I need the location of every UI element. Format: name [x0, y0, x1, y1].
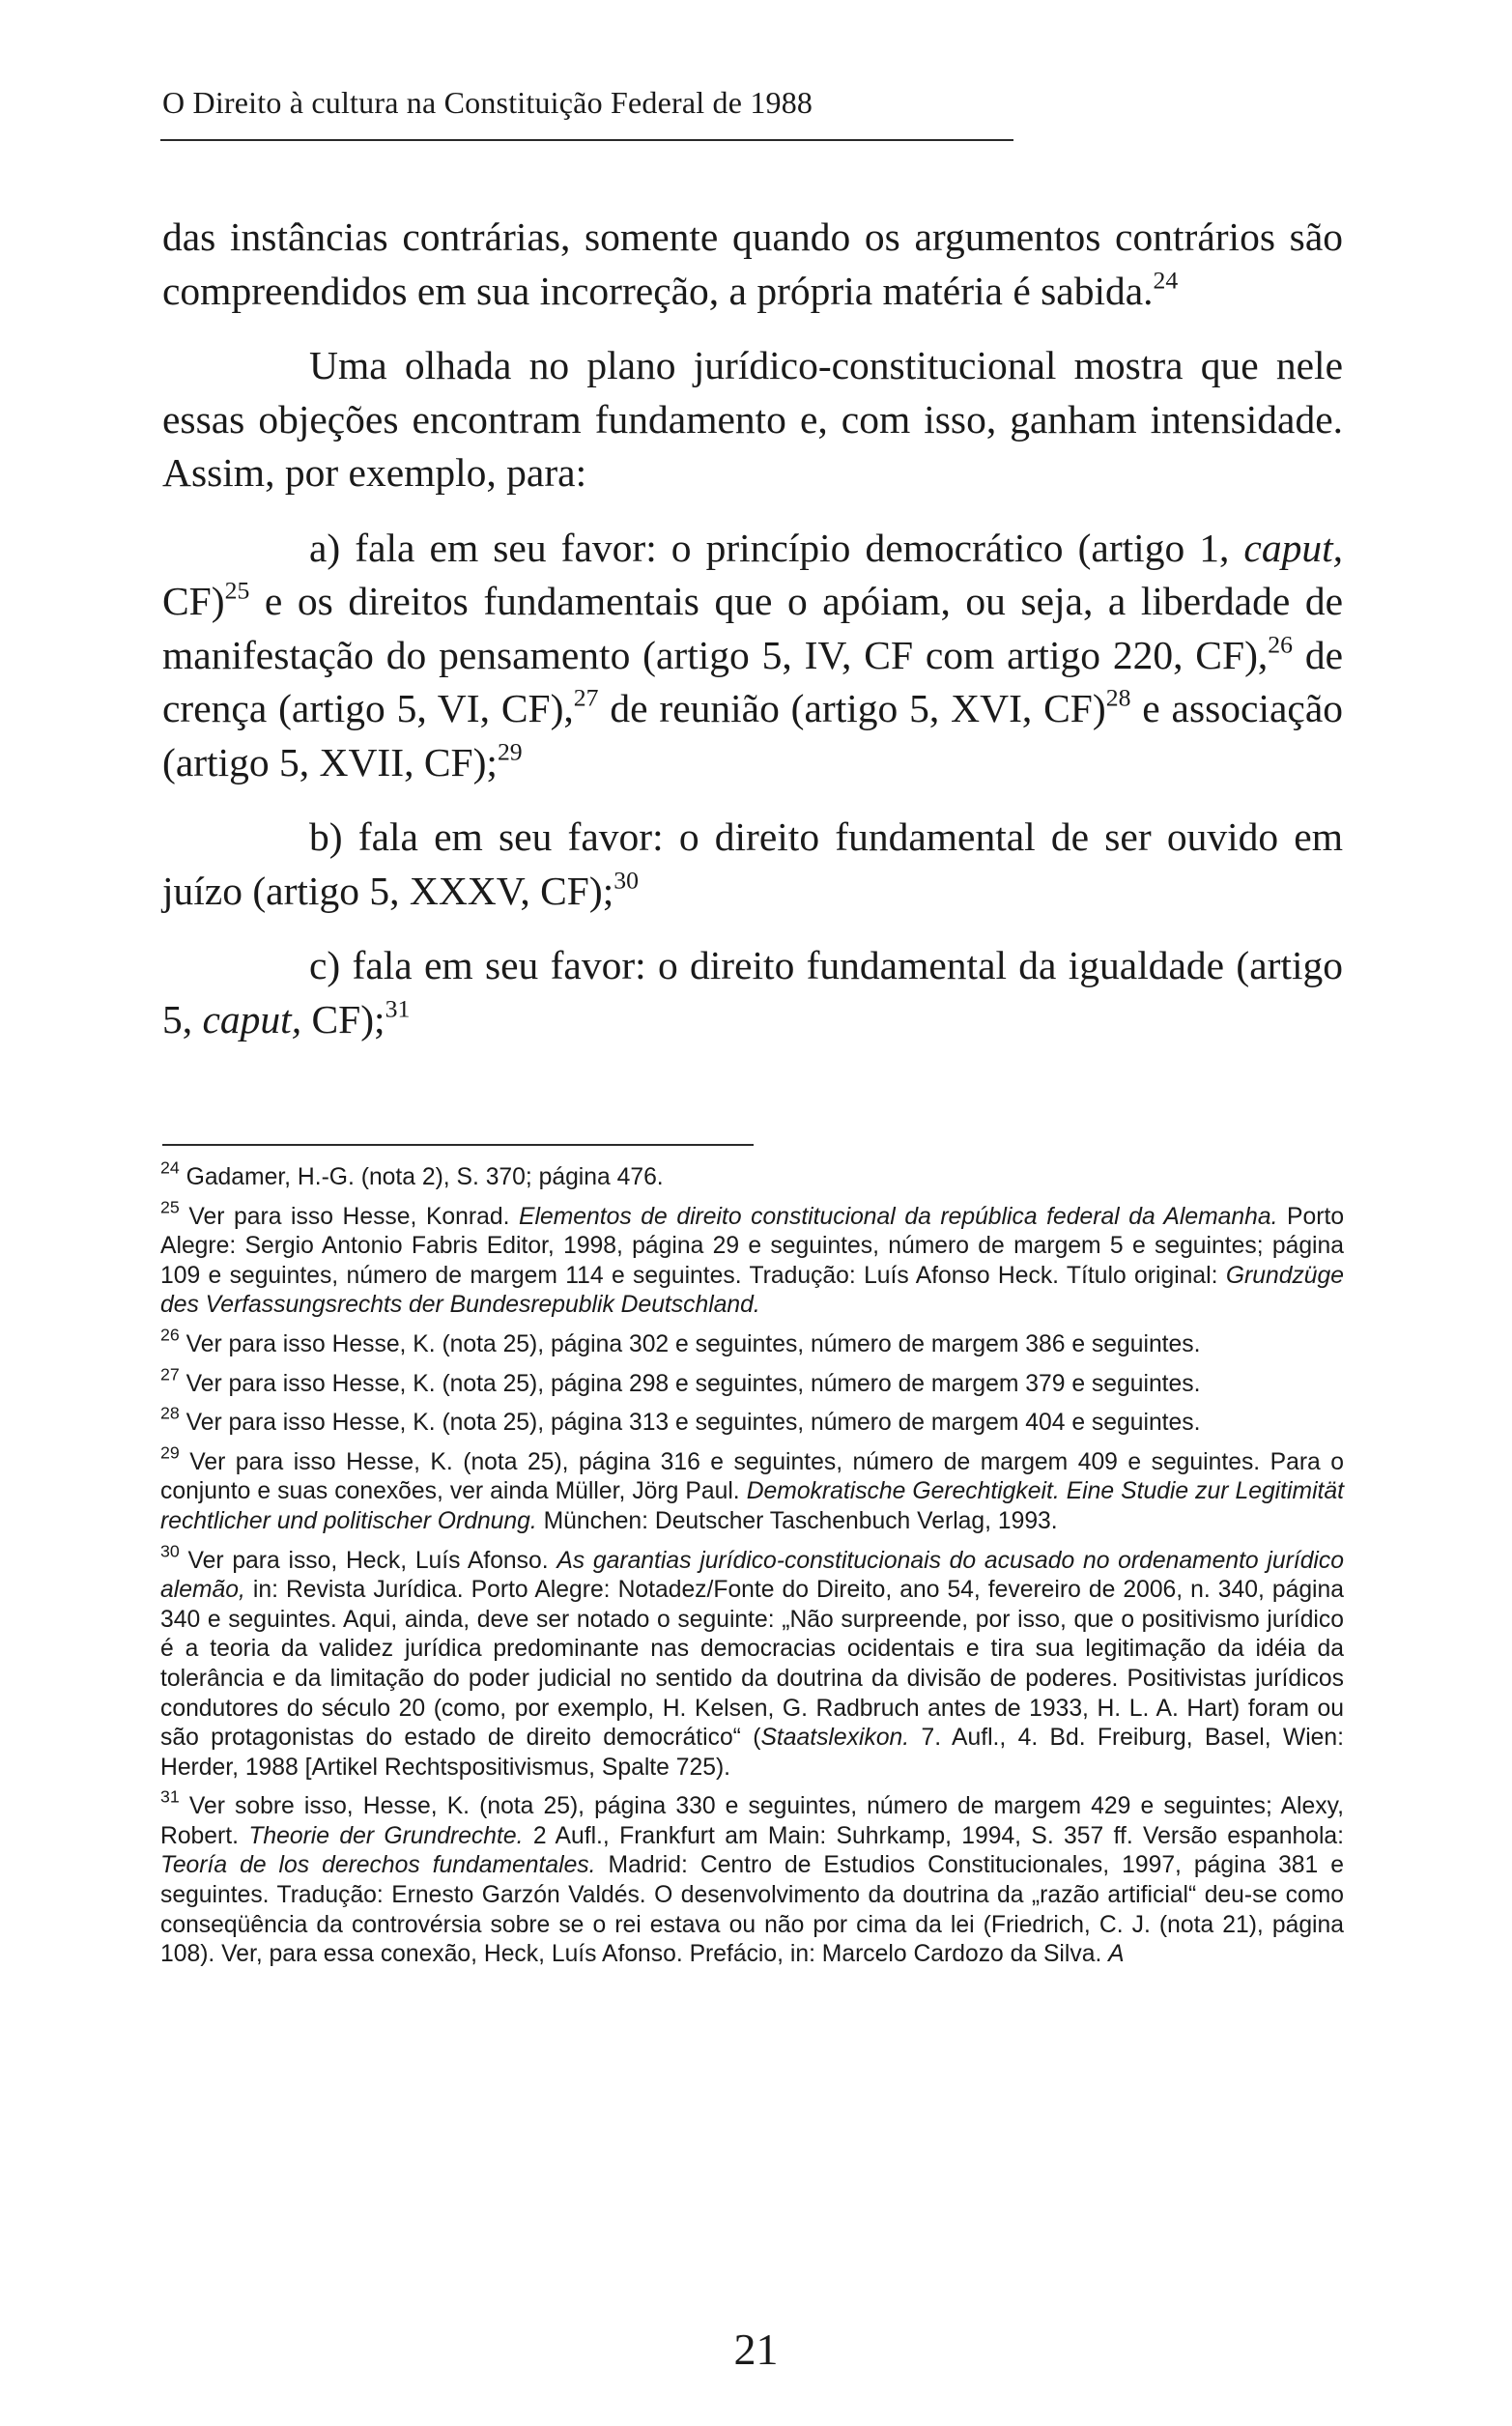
footnote-24: $^{24}$ Gadamer, H.-G. (nota 2), S. 370; página 476. — [160, 1157, 664, 1190]
footnote-31: $^{31}$ Ver sobre isso, Hesse, K. (nota 25), página 330 e seguintes, número de margem 429 e seguintes; Alexy, Robert. Theorie der Grundrechte. 2 Aufl., Frankfurt am Main: Suhrkamp, 1994, S. 357 ff. Versão espanhola: Teoría de los derechos fundamentales. Madrid: Centro de Estudios Constitucionales, 1997, página 381 e seguintes. Tradução: Ernesto Garzón Valdés. O desenvolvimento da doutrina da „razão artificial“ deu-se como conseqüência da controvérsia sobre se o rei estava ou não por cima da lei (Friedrich, C. J. (nota 21), página 108). Ver, para essa conexão, Heck, Luís Afonso. Prefácio, in: Marcelo Cardozo da Silva. A — [160, 1786, 1345, 1968]
footnote-ref-25[interactable]: 25 — [224, 576, 250, 605]
list-item-c: c) fala em seu favor: o direito fundamental da igualdade (artigo 5, caput, CF);$^{31}$ — [162, 943, 1343, 1042]
running-title: O Direito à cultura na Constituição Federal de 1988 — [162, 85, 813, 120]
main-text — [162, 211, 1343, 1046]
footnote-29: $^{29}$ Ver para isso Hesse, K. (nota 25), página 316 e seguintes, número de margem 409 e seguintes. Para o conjunto e suas conexões, ver ainda Müller, Jörg Paul. Demokratische Gerechtigkeit. Eine Studie zur Legitimität rechtlicher und politischer Ordnung. München: Deutscher Taschenbuch Verlag, 1993. — [160, 1442, 1345, 1534]
footnote-ref-27[interactable]: 27 — [573, 683, 599, 712]
list-item-a: a) fala em seu favor: o princípio democrático (artigo 1, caput, CF)$^{25}$ e os direitos fundamentais que o apóiam, ou seja, a liberdade de manifestação do pensamento (artigo 5, IV, CF com artigo 220, CF),$^{26}$ de crença (artigo 5, VI, CF),$^{27}$ de reunião (artigo 5, XVI, CF)$^{28}$ e associação (artigo 5, XVII, CF);$^{29}$ — [162, 525, 1344, 785]
footnote-ref-26[interactable]: 26 — [1268, 629, 1293, 658]
footnote-rule — [162, 1144, 754, 1146]
footnote-ref-29[interactable]: 29 — [497, 736, 523, 765]
paragraph-1: das instâncias contrárias, somente quando os argumentos contrários são compreendidos em sua incorreção, a própria matéria é sabida.$^{24}$ — [162, 214, 1343, 313]
footnote-ref-30[interactable]: 30 — [613, 865, 639, 894]
footnote-30: $^{30}$ Ver para isso, Heck, Luís Afonso. As garantias jurídico-constitucionais do acusado no ordenamento jurídico alemão, in: Revista Jurídica. Porto Alegre: Notadez/Fonte do Direito, ano 54, fevereiro de 2006, n. 340, página 340 e seguintes. Aqui, ainda, deve ser notado o seguinte: „Não surpreende, por isso, que o positivismo jurídico é a teoria da validez jurídica predominante nas democracias ocidentais e tira sua legitimação da idéia da tolerância e da limitação do poder judicial no sentido da doutrina da divisão de poderes. Positivistas jurídicos condutores do século 20 (como, por exemplo, H. Kelsen, G. Radbruch antes de 1933, H. L. A. Hart) foram ou são protagonistas do estado de direito democrático“ (Staatslexikon. 7. Aufl., 4. Bd. Freiburg, Basel, Wien: Herder, 1988 [Artikel Rechtspositivismus, Spalte 725). — [160, 1540, 1345, 1781]
footnote-26: $^{26}$ Ver para isso Hesse, K. (nota 25), página 302 e seguintes, número de margem 386 e seguintes. — [160, 1325, 1201, 1357]
footnote-25: $^{25}$ Ver para isso Hesse, Konrad. Elementos de direito constitucional da república federal da Alemanha. Porto Alegre: Sergio Antonio Fabris Editor, 1998, página 29 e seguintes, número de margem 5 e seguintes; página 109 e seguintes, número de margem 114 e seguintes. Tradução: Luís Afonso Heck. Título original: Grundzüge des Verfassungsrechts der Bundesrepublik Deutschland. — [160, 1197, 1345, 1319]
header-rule — [160, 139, 1013, 141]
footnote-27: $^{27}$ Ver para isso Hesse, K. (nota 25), página 298 e seguintes, número de margem 379 e seguintes. — [160, 1364, 1201, 1397]
page-number: 21 — [733, 2325, 779, 2374]
paragraph-2: Uma olhada no plano jurídico-constitucional mostra que nele essas objeções encontram fundamento e, com isso, ganham intensidade. Assim, por exemplo, para: — [162, 343, 1343, 495]
footnotes — [160, 1157, 1345, 1980]
footnote-28: $^{28}$ Ver para isso Hesse, K. (nota 25), página 313 e seguintes, número de margem 404 e seguintes. — [160, 1403, 1201, 1437]
footnote-ref-31[interactable]: 31 — [385, 993, 411, 1022]
list-item-b: b) fala em seu favor: o direito fundamental de ser ouvido em juízo (artigo 5, XXXV, CF);$^{30}$ — [162, 814, 1343, 913]
footnote-ref-24[interactable]: 24 — [1153, 265, 1179, 294]
footnote-ref-28[interactable]: 28 — [1105, 683, 1131, 712]
